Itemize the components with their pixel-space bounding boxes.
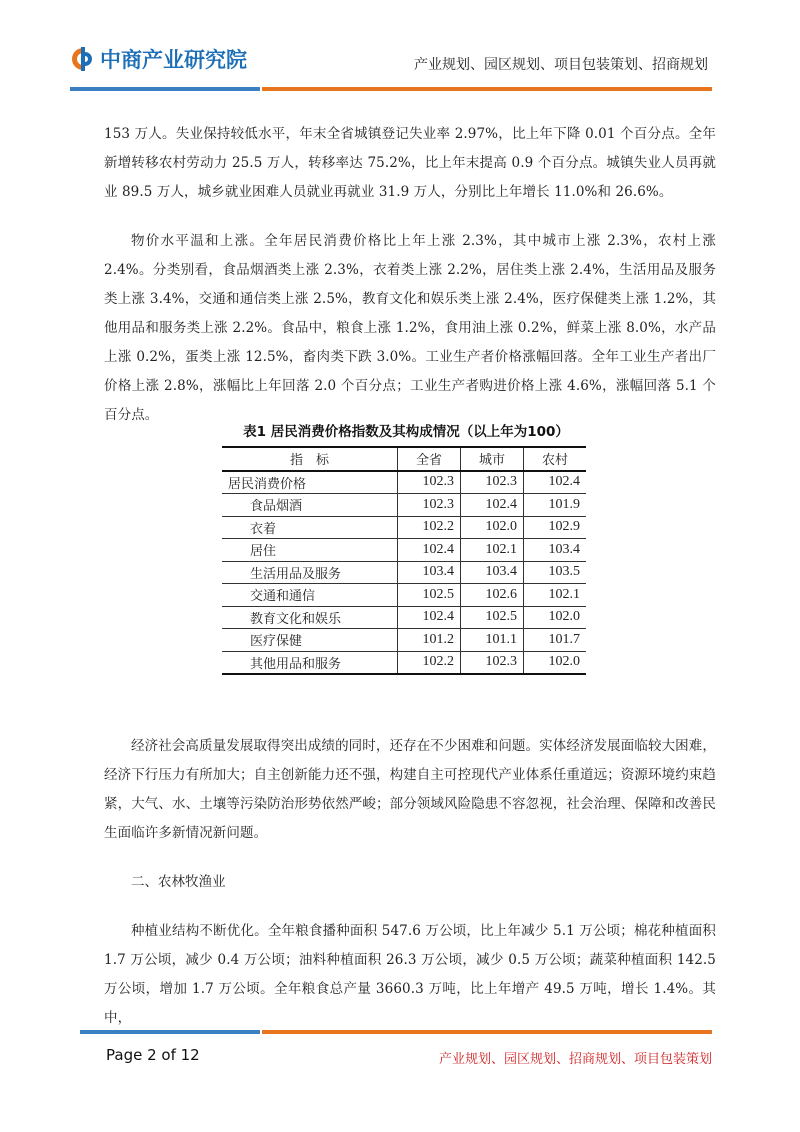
footer-rule-blue [80, 1030, 260, 1034]
logo-text: 中商产业研究院 [100, 48, 247, 72]
header-tagline: 产业规划、园区规划、项目包装策划、招商规划 [414, 57, 708, 73]
table-row [222, 516, 586, 539]
header-indicator: 指 标 [222, 447, 398, 471]
cell-rural: 102.0 [524, 651, 587, 674]
table-title: 表1 居民消费价格指数及其构成情况（以上年为100） [243, 424, 569, 440]
cell-rural: 102.4 [524, 471, 587, 494]
cell-city: 102.0 [461, 516, 524, 539]
cell-province: 102.3 [398, 494, 461, 517]
header-rural: 农村 [524, 447, 587, 471]
cell-rural: 101.7 [524, 629, 587, 652]
cell-province: 102.3 [398, 471, 461, 494]
cell-city: 102.1 [461, 539, 524, 562]
cell-province: 102.2 [398, 516, 461, 539]
row-label: 其他用品和服务 [222, 651, 398, 674]
row-label: 居住 [222, 539, 398, 562]
cell-city: 102.3 [461, 651, 524, 674]
table-header-row [222, 447, 586, 471]
paragraph-employment: 153 万人。失业保持较低水平，年末全省城镇登记失业率 2.97%，比上年下降 0.01 个百分点。全年新增转移农村劳动力 25.5 万人，转移率达 75.2%，比上年末提高 0.9 个百分点。城镇失业人员再就业 89.5 万人，城乡就业困难人员就业再就业 31.9 万人，分别比上年增长 11.0%和 26.6%。 [104, 126, 716, 200]
table-row [222, 494, 586, 517]
footer-tagline: 产业规划、园区规划、招商规划、项目包装策划 [438, 1052, 712, 1067]
cell-province: 103.4 [398, 561, 461, 584]
company-logo [70, 44, 247, 74]
paragraph-agriculture: 种植业结构不断优化。全年粮食播种面积 547.6 万公顷，比上年减少 5.1 万公顷；棉花种植面积 1.7 万公顷，减少 0.4 万公顷；油料种植面积 26.3 万公顷，减少 0.5 万公顷；蔬菜种植面积 142.5 万公顷，增加 1.7 万公顷。全年粮食总产量 3660.3 万吨，比上年增产 49.5 万吨，增长 1.4%。其中， [104, 923, 716, 1026]
cell-city: 102.5 [461, 606, 524, 629]
cell-province: 102.4 [398, 539, 461, 562]
page-body [104, 120, 716, 450]
row-label: 食品烟酒 [222, 494, 398, 517]
section-heading: 二、农林牧渔业 [131, 874, 226, 890]
table-row [222, 584, 586, 607]
cpi-table-block [222, 420, 590, 675]
cell-city: 102.3 [461, 471, 524, 494]
row-label: 生活用品及服务 [222, 561, 398, 584]
cell-province: 102.2 [398, 651, 461, 674]
cell-province: 102.5 [398, 584, 461, 607]
footer-rule-orange [262, 1030, 712, 1034]
row-label: 居民消费价格 [222, 471, 398, 494]
cell-city: 102.6 [461, 584, 524, 607]
page-header [0, 0, 800, 100]
cell-city: 103.4 [461, 561, 524, 584]
header-rule-blue [70, 87, 260, 91]
logo-mark-icon [70, 46, 96, 72]
table-row [222, 606, 586, 629]
row-label: 医疗保健 [222, 629, 398, 652]
cell-rural: 102.9 [524, 516, 587, 539]
cell-rural: 102.0 [524, 606, 587, 629]
cpi-table [222, 446, 586, 675]
page-number: Page 2 of 12 [106, 1046, 200, 1064]
cell-city: 101.1 [461, 629, 524, 652]
row-label: 交通和通信 [222, 584, 398, 607]
paragraph-prices: 物价水平温和上涨。全年居民消费价格比上年上涨 2.3%，其中城市上涨 2.3%，农村上涨 2.4%。分类别看，食品烟酒类上涨 2.3%，衣着类上涨 2.2%，居住类上涨 2.4%，生活用品及服务类上涨 3.4%，交通和通信类上涨 2.5%，教育文化和娱乐类上涨 2.4%，医疗保健类上涨 1.2%，其他用品和服务类上涨 2.2%。食品中，粮食上涨 1.2%，食用油上涨 0.2%，鲜菜上涨 8.0%，水产品上涨 0.2%，蛋类上涨 12.5%，畜肉类下跌 3.0%。工业生产者价格涨幅回落。全年工业生产者出厂价格上涨 2.8%，涨幅比上年回落 2.0 个百分点；工业生产者购进价格上涨 4.6%，涨幅回落 5.1 个百分点。 [104, 233, 716, 423]
cell-rural: 103.4 [524, 539, 587, 562]
header-province: 全省 [398, 447, 461, 471]
cell-province: 101.2 [398, 629, 461, 652]
cell-rural: 103.5 [524, 561, 587, 584]
cell-province: 102.4 [398, 606, 461, 629]
row-label: 衣着 [222, 516, 398, 539]
header-rule-orange [262, 87, 712, 91]
table-row [222, 471, 586, 494]
header-city: 城市 [461, 447, 524, 471]
table-row [222, 561, 586, 584]
cell-rural: 101.9 [524, 494, 587, 517]
cell-rural: 102.1 [524, 584, 587, 607]
page-body-lower [104, 732, 716, 1053]
table-row [222, 539, 586, 562]
paragraph-challenges: 经济社会高质量发展取得突出成绩的同时，还存在不少困难和问题。实体经济发展面临较大困难，经济下行压力有所加大；自主创新能力还不强，构建自主可控现代产业体系任重道远；资源环境约束趋紧，大气、水、土壤等污染防治形势依然严峻；部分领域风险隐患不容忽视，社会治理、保障和改善民生面临许多新情况新问题。 [104, 738, 716, 841]
cell-city: 102.4 [461, 494, 524, 517]
table-row [222, 629, 586, 652]
table-row [222, 651, 586, 674]
row-label: 教育文化和娱乐 [222, 606, 398, 629]
